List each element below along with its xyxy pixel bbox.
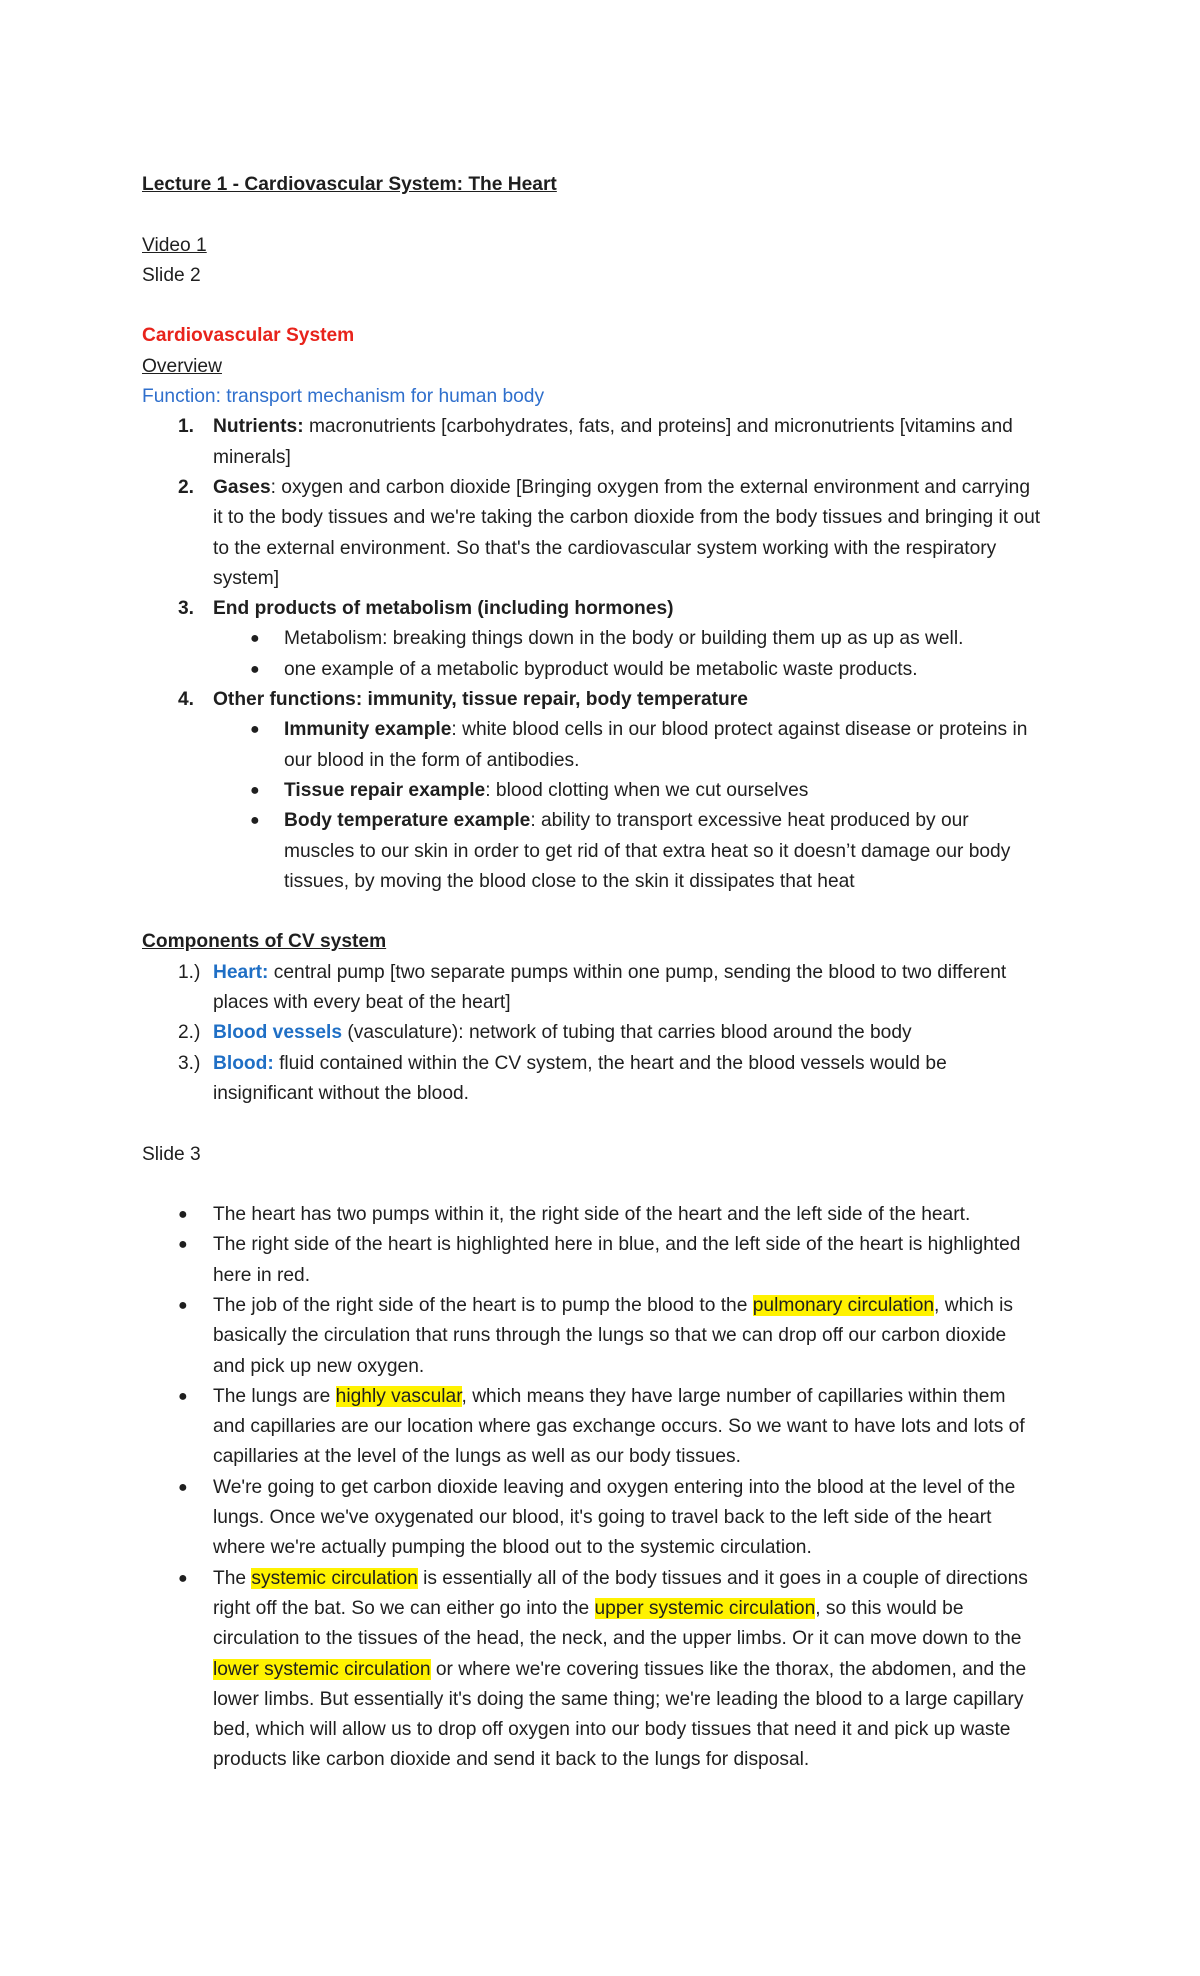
bullet-icon: ● [250, 812, 260, 830]
sub-bullet-bold: Body temperature example [284, 810, 531, 832]
slide3-bullet-5 [142, 1473, 1080, 1564]
slide-2-label: Slide 2 [142, 264, 201, 286]
section-heading: Cardiovascular System [142, 325, 355, 347]
item-continuation: minerals] [213, 446, 291, 468]
slide3-bullet-4 [142, 1382, 1080, 1473]
bullet-text: , which is [934, 1294, 1013, 1316]
bullet-text: The lungs are [213, 1385, 336, 1407]
item-continuation: it to the body tissues and we're taking the carbon dioxide from the body tissues and bringing it out [213, 507, 1041, 529]
spacer [142, 200, 1080, 230]
highlighted-term: pulmonary circulation [752, 1294, 935, 1316]
slide3-bullet-6 [142, 1564, 1080, 1776]
item-continuation: to the external environment. So that's the cardiovascular system working with the respiratory [213, 537, 997, 559]
item-number: 2. [178, 476, 195, 498]
bullet-text: The right side of the heart is highlighted here in blue, and the left side of the heart is highlighted [213, 1234, 1021, 1256]
bullet-text: and pick up new oxygen. [213, 1355, 425, 1377]
bullet-icon: ● [178, 1478, 188, 1496]
component-label: Blood: [213, 1052, 274, 1074]
component-continuation: places with every beat of the heart] [213, 992, 511, 1014]
lecture-title: Lecture 1 - Cardiovascular System: The Heart [142, 174, 557, 195]
bullet-text: lungs. Once we've oxygenated our blood, it's going to travel back to the left side of the heart [213, 1507, 992, 1529]
item-continuation: system] [213, 567, 280, 589]
component-item-3 [142, 1049, 1080, 1110]
bullet-text: The [213, 1567, 252, 1589]
component-text: fluid contained within the CV system, the heart and the blood vessels would be [273, 1052, 947, 1074]
item-number: 1.) [178, 961, 201, 983]
sub-bullet-text: : white blood cells in our blood protect against disease or proteins in [451, 719, 1028, 741]
bullet-text: circulation to the tissues of the head, the neck, and the upper limbs. Or it can move down to the [213, 1628, 1022, 1650]
item-text: : oxygen and carbon dioxide [Bringing oxygen from the external environment and carrying [270, 476, 1031, 498]
bullet-text: right off the bat. So we can either go into the [213, 1597, 595, 1619]
slide3-bullet-1 [142, 1200, 1080, 1230]
sub-bullet [142, 655, 1080, 685]
sub-bullet [142, 806, 1080, 897]
bullet-icon: ● [178, 1236, 188, 1254]
sub-bullet-continuation: muscles to our skin in order to get rid of that extra heat so it doesn’t damage our body [284, 840, 1011, 862]
bullet-text: , so this would be [815, 1597, 964, 1619]
item-number: 3.) [178, 1052, 201, 1074]
bullet-text: The job of the right side of the heart is to pump the blood to the [213, 1294, 753, 1316]
item-number: 4. [178, 689, 195, 711]
item-bold: End products of metabolism (including hormones) [213, 598, 674, 620]
item-number: 1. [178, 416, 195, 438]
item-bold: Other functions: immunity, tissue repair, body temperature [213, 689, 748, 711]
item-number: 2.) [178, 1022, 201, 1044]
bullet-text: We're going to get carbon dioxide leaving and oxygen entering into the blood at the level of the [213, 1476, 1016, 1498]
bullet-text: bed, which will allow us to drop off oxygen into our body tissues that need it and pick up waste [213, 1719, 1011, 1741]
bullet-icon: ● [178, 1569, 188, 1587]
item-text: macronutrients [carbohydrates, fats, and proteins] and micronutrients [vitamins and [303, 416, 1013, 438]
bullet-text: here in red. [213, 1264, 311, 1286]
spacer [142, 1109, 1080, 1139]
bullet-icon: ● [250, 630, 260, 648]
bullet-text: or where we're covering tissues like the thorax, the abdomen, and the [430, 1658, 1027, 1680]
item-bold: Gases [213, 476, 271, 498]
sub-bullet [142, 624, 1080, 654]
sub-bullet-bold: Tissue repair example [284, 779, 486, 801]
highlighted-term: upper systemic circulation [594, 1597, 816, 1619]
bullet-icon: ● [178, 1387, 188, 1405]
numbered-item-3 [142, 594, 1080, 624]
bullet-text: and capillaries are our location where gas exchange occurs. So we want to have lots and lots of [213, 1416, 1025, 1438]
bullet-icon: ● [178, 1206, 188, 1224]
highlighted-term: systemic circulation [251, 1567, 418, 1589]
sub-bullet-bold: Immunity example [284, 719, 452, 741]
bullet-text: is essentially all of the body tissues and it goes in a couple of directions [417, 1567, 1028, 1589]
item-number: 3. [178, 598, 195, 620]
bullet-icon: ● [250, 781, 260, 799]
component-text: central pump [two separate pumps within one pump, sending the blood to two different [268, 961, 1007, 983]
item-bold: Nutrients: [213, 416, 304, 438]
sub-bullet-continuation: tissues, by moving the blood close to the skin it dissipates that heat [284, 870, 855, 892]
bullet-icon: ● [250, 660, 260, 678]
bullet-text: The heart has two pumps within it, the right side of the heart and the left side of the heart. [213, 1204, 971, 1226]
spacer [142, 897, 1080, 927]
spacer [142, 291, 1080, 321]
component-item-1 [142, 958, 1080, 1019]
bullet-text: basically the circulation that runs through the lungs so that we can drop off our carbon dioxide [213, 1325, 1007, 1347]
video-label: Video 1 [142, 234, 207, 256]
component-item-2 [142, 1018, 1080, 1048]
slide-3-label: Slide 3 [142, 1143, 201, 1165]
sub-bullet [142, 715, 1080, 776]
bullet-text: products like carbon dioxide and send it back to the lungs for disposal. [213, 1749, 810, 1771]
bullet-text: where we're actually pumping the blood out to the systemic circulation. [213, 1537, 812, 1559]
sub-bullet-continuation: our blood in the form of antibodies. [284, 749, 580, 771]
bullet-icon: ● [250, 721, 260, 739]
bullet-icon: ● [178, 1296, 188, 1314]
slide3-bullet-2 [142, 1230, 1080, 1291]
highlighted-term: lower systemic circulation [213, 1658, 431, 1680]
component-continuation: insignificant without the blood. [213, 1082, 469, 1104]
bullet-text: lower limbs. But essentially it's doing the same thing; we're leading the blood to a large capillary [213, 1688, 1024, 1710]
sub-bullet [142, 776, 1080, 806]
highlighted-term: highly vascular [335, 1385, 462, 1407]
sub-bullet-text: : ability to transport excessive heat produced by our [530, 810, 969, 832]
numbered-item-1 [142, 412, 1080, 473]
sub-bullet-text: : blood clotting when we cut ourselves [485, 779, 809, 801]
component-text: (vasculature): network of tubing that carries blood around the body [342, 1022, 912, 1044]
numbered-item-2 [142, 473, 1080, 594]
component-label: Heart: [213, 961, 269, 983]
function-line: Function: transport mechanism for human body [142, 386, 545, 408]
component-label: Blood vessels [213, 1022, 343, 1044]
bullet-text: , which means they have large number of capillaries within them [461, 1385, 1006, 1407]
spacer [142, 1170, 1080, 1200]
sub-bullet-text: Metabolism: breaking things down in the body or building them up as up as well. [284, 628, 964, 650]
slide3-bullet-3 [142, 1291, 1080, 1382]
sub-bullet-text: one example of a metabolic byproduct would be metabolic waste products. [284, 658, 918, 680]
bullet-text: capillaries at the level of the lungs as well as our body tissues. [213, 1446, 741, 1468]
numbered-item-4 [142, 685, 1080, 715]
overview-heading: Overview [142, 355, 222, 377]
components-heading: Components of CV system [142, 931, 387, 953]
